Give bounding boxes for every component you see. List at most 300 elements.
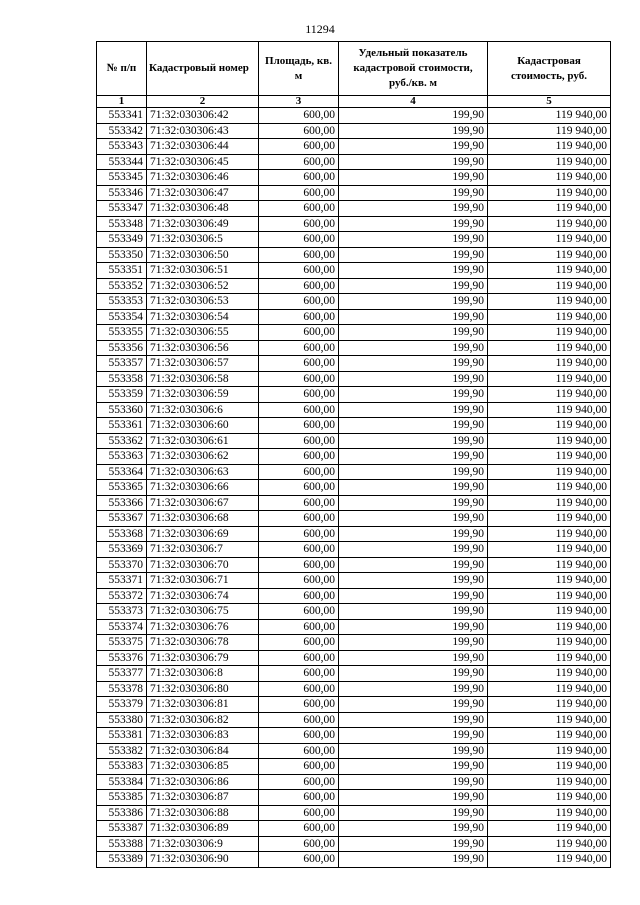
specific-value-cell: 199,90 (339, 278, 488, 294)
specific-value-cell: 199,90 (339, 108, 488, 124)
row-number-cell: 553361 (97, 418, 147, 434)
cadastral-number-cell: 71:32:030306:61 (147, 433, 259, 449)
cadastral-value-cell: 119 940,00 (488, 511, 611, 527)
area-cell: 600,00 (259, 480, 339, 496)
specific-value-cell: 199,90 (339, 340, 488, 356)
table-row (97, 480, 611, 496)
cadastral-number-cell: 71:32:030306:48 (147, 201, 259, 217)
area-cell: 600,00 (259, 216, 339, 232)
row-number-cell: 553364 (97, 464, 147, 480)
cadastral-value-table (96, 41, 611, 868)
specific-value-cell: 199,90 (339, 821, 488, 837)
cadastral-value-cell: 119 940,00 (488, 201, 611, 217)
cadastral-number-cell: 71:32:030306:45 (147, 154, 259, 170)
cadastral-number-cell: 71:32:030306:47 (147, 185, 259, 201)
specific-value-cell: 199,90 (339, 635, 488, 651)
area-cell: 600,00 (259, 139, 339, 155)
cadastral-number-cell: 71:32:030306:89 (147, 821, 259, 837)
row-number-cell: 553353 (97, 294, 147, 310)
row-number-cell: 553374 (97, 619, 147, 635)
specific-value-cell: 199,90 (339, 619, 488, 635)
row-number-cell: 553377 (97, 666, 147, 682)
area-cell: 600,00 (259, 790, 339, 806)
cadastral-number-cell: 71:32:030306:80 (147, 681, 259, 697)
area-cell: 600,00 (259, 247, 339, 263)
area-cell: 600,00 (259, 278, 339, 294)
specific-value-cell: 199,90 (339, 201, 488, 217)
cadastral-number-cell: 71:32:030306:87 (147, 790, 259, 806)
area-cell: 600,00 (259, 821, 339, 837)
area-cell: 600,00 (259, 464, 339, 480)
specific-value-cell: 199,90 (339, 681, 488, 697)
cadastral-number-cell: 71:32:030306:54 (147, 309, 259, 325)
area-cell: 600,00 (259, 263, 339, 279)
cadastral-number-cell: 71:32:030306:79 (147, 650, 259, 666)
row-number-cell: 553362 (97, 433, 147, 449)
cadastral-number-cell: 71:32:030306:74 (147, 588, 259, 604)
column-number: 2 (147, 96, 259, 108)
header-area: Площадь, кв. м (259, 42, 339, 96)
table-body (97, 108, 611, 868)
specific-value-cell: 199,90 (339, 170, 488, 186)
row-number-cell: 553365 (97, 480, 147, 496)
specific-value-cell: 199,90 (339, 495, 488, 511)
specific-value-cell: 199,90 (339, 185, 488, 201)
row-number-cell: 553384 (97, 774, 147, 790)
table-row (97, 433, 611, 449)
cadastral-value-cell: 119 940,00 (488, 774, 611, 790)
area-cell: 600,00 (259, 604, 339, 620)
cadastral-number-cell: 71:32:030306:52 (147, 278, 259, 294)
area-cell: 600,00 (259, 154, 339, 170)
row-number-cell: 553342 (97, 123, 147, 139)
table-row (97, 697, 611, 713)
row-number-cell: 553346 (97, 185, 147, 201)
cadastral-number-cell: 71:32:030306:44 (147, 139, 259, 155)
row-number-cell: 553380 (97, 712, 147, 728)
table-row (97, 635, 611, 651)
cadastral-number-cell: 71:32:030306:59 (147, 387, 259, 403)
row-number-cell: 553375 (97, 635, 147, 651)
table-row (97, 123, 611, 139)
cadastral-value-cell: 119 940,00 (488, 712, 611, 728)
cadastral-number-cell: 71:32:030306:8 (147, 666, 259, 682)
table-row (97, 449, 611, 465)
specific-value-cell: 199,90 (339, 263, 488, 279)
specific-value-cell: 199,90 (339, 790, 488, 806)
specific-value-cell: 199,90 (339, 402, 488, 418)
row-number-cell: 553352 (97, 278, 147, 294)
area-cell: 600,00 (259, 681, 339, 697)
table-row (97, 573, 611, 589)
table-row (97, 139, 611, 155)
cadastral-number-cell: 71:32:030306:55 (147, 325, 259, 341)
specific-value-cell: 199,90 (339, 697, 488, 713)
table-row (97, 588, 611, 604)
table-row (97, 263, 611, 279)
cadastral-number-cell: 71:32:030306:60 (147, 418, 259, 434)
row-number-cell: 553372 (97, 588, 147, 604)
table-row (97, 526, 611, 542)
cadastral-value-cell: 119 940,00 (488, 433, 611, 449)
area-cell: 600,00 (259, 356, 339, 372)
cadastral-number-cell: 71:32:030306:6 (147, 402, 259, 418)
cadastral-value-cell: 119 940,00 (488, 557, 611, 573)
row-number-cell: 553351 (97, 263, 147, 279)
specific-value-cell: 199,90 (339, 511, 488, 527)
specific-value-cell: 199,90 (339, 604, 488, 620)
cadastral-number-cell: 71:32:030306:84 (147, 743, 259, 759)
cadastral-value-cell: 119 940,00 (488, 387, 611, 403)
row-number-cell: 553345 (97, 170, 147, 186)
specific-value-cell: 199,90 (339, 232, 488, 248)
cadastral-number-cell: 71:32:030306:43 (147, 123, 259, 139)
cadastral-number-cell: 71:32:030306:67 (147, 495, 259, 511)
cadastral-value-cell: 119 940,00 (488, 495, 611, 511)
area-cell: 600,00 (259, 557, 339, 573)
cadastral-value-cell: 119 940,00 (488, 216, 611, 232)
area-cell: 600,00 (259, 852, 339, 868)
cadastral-value-cell: 119 940,00 (488, 790, 611, 806)
cadastral-value-cell: 119 940,00 (488, 852, 611, 868)
area-cell: 600,00 (259, 232, 339, 248)
header-row-number: № п/п (97, 42, 147, 96)
specific-value-cell: 199,90 (339, 728, 488, 744)
area-cell: 600,00 (259, 402, 339, 418)
row-number-cell: 553387 (97, 821, 147, 837)
area-cell: 600,00 (259, 449, 339, 465)
specific-value-cell: 199,90 (339, 325, 488, 341)
column-number: 4 (339, 96, 488, 108)
cadastral-number-cell: 71:32:030306:7 (147, 542, 259, 558)
cadastral-value-cell: 119 940,00 (488, 309, 611, 325)
header-cadastral-number: Кадастровый номер (147, 42, 259, 96)
area-cell: 600,00 (259, 294, 339, 310)
cadastral-number-cell: 71:32:030306:63 (147, 464, 259, 480)
row-number-cell: 553388 (97, 836, 147, 852)
cadastral-number-cell: 71:32:030306:42 (147, 108, 259, 124)
cadastral-value-cell: 119 940,00 (488, 464, 611, 480)
row-number-cell: 553371 (97, 573, 147, 589)
area-cell: 600,00 (259, 433, 339, 449)
cadastral-number-cell: 71:32:030306:66 (147, 480, 259, 496)
specific-value-cell: 199,90 (339, 774, 488, 790)
table-row (97, 387, 611, 403)
specific-value-cell: 199,90 (339, 418, 488, 434)
specific-value-cell: 199,90 (339, 557, 488, 573)
header-row (97, 42, 611, 96)
area-cell: 600,00 (259, 340, 339, 356)
cadastral-value-cell: 119 940,00 (488, 340, 611, 356)
cadastral-number-cell: 71:32:030306:70 (147, 557, 259, 573)
table-row (97, 759, 611, 775)
area-cell: 600,00 (259, 511, 339, 527)
row-number-cell: 553355 (97, 325, 147, 341)
specific-value-cell: 199,90 (339, 588, 488, 604)
area-cell: 600,00 (259, 836, 339, 852)
cadastral-value-cell: 119 940,00 (488, 170, 611, 186)
row-number-cell: 553385 (97, 790, 147, 806)
table-row (97, 604, 611, 620)
row-number-cell: 553366 (97, 495, 147, 511)
cadastral-number-cell: 71:32:030306:49 (147, 216, 259, 232)
area-cell: 600,00 (259, 619, 339, 635)
table-row (97, 805, 611, 821)
specific-value-cell: 199,90 (339, 371, 488, 387)
header-cadastral-value: Кадастровая стоимость, руб. (488, 42, 611, 96)
table-row (97, 666, 611, 682)
cadastral-value-cell: 119 940,00 (488, 139, 611, 155)
cadastral-value-cell: 119 940,00 (488, 108, 611, 124)
row-number-cell: 553376 (97, 650, 147, 666)
area-cell: 600,00 (259, 697, 339, 713)
cadastral-value-cell: 119 940,00 (488, 728, 611, 744)
cadastral-value-cell: 119 940,00 (488, 247, 611, 263)
cadastral-value-cell: 119 940,00 (488, 263, 611, 279)
cadastral-number-cell: 71:32:030306:83 (147, 728, 259, 744)
area-cell: 600,00 (259, 650, 339, 666)
table-row (97, 154, 611, 170)
cadastral-value-cell: 119 940,00 (488, 449, 611, 465)
area-cell: 600,00 (259, 774, 339, 790)
area-cell: 600,00 (259, 309, 339, 325)
cadastral-number-cell: 71:32:030306:85 (147, 759, 259, 775)
specific-value-cell: 199,90 (339, 154, 488, 170)
cadastral-number-cell: 71:32:030306:56 (147, 340, 259, 356)
row-number-cell: 553350 (97, 247, 147, 263)
row-number-cell: 553363 (97, 449, 147, 465)
area-cell: 600,00 (259, 743, 339, 759)
row-number-cell: 553373 (97, 604, 147, 620)
row-number-cell: 553360 (97, 402, 147, 418)
table-row (97, 790, 611, 806)
cadastral-value-cell: 119 940,00 (488, 325, 611, 341)
row-number-cell: 553382 (97, 743, 147, 759)
column-number: 1 (97, 96, 147, 108)
column-number: 5 (488, 96, 611, 108)
cadastral-value-cell: 119 940,00 (488, 356, 611, 372)
row-number-cell: 553347 (97, 201, 147, 217)
cadastral-value-cell: 119 940,00 (488, 123, 611, 139)
cadastral-value-cell: 119 940,00 (488, 805, 611, 821)
area-cell: 600,00 (259, 542, 339, 558)
cadastral-value-cell: 119 940,00 (488, 154, 611, 170)
header-specific-value: Удельный показатель кадастровой стоимости, руб./кв. м (339, 42, 488, 96)
specific-value-cell: 199,90 (339, 464, 488, 480)
table-row (97, 108, 611, 124)
specific-value-cell: 199,90 (339, 387, 488, 403)
area-cell: 600,00 (259, 123, 339, 139)
row-number-cell: 553367 (97, 511, 147, 527)
area-cell: 600,00 (259, 371, 339, 387)
table-row (97, 232, 611, 248)
row-number-cell: 553369 (97, 542, 147, 558)
table-row (97, 418, 611, 434)
area-cell: 600,00 (259, 526, 339, 542)
cadastral-value-cell: 119 940,00 (488, 743, 611, 759)
specific-value-cell: 199,90 (339, 542, 488, 558)
specific-value-cell: 199,90 (339, 852, 488, 868)
cadastral-value-cell: 119 940,00 (488, 759, 611, 775)
cadastral-value-cell: 119 940,00 (488, 619, 611, 635)
table-row (97, 619, 611, 635)
table-row (97, 356, 611, 372)
row-number-cell: 553356 (97, 340, 147, 356)
row-number-cell: 553341 (97, 108, 147, 124)
cadastral-value-cell: 119 940,00 (488, 526, 611, 542)
area-cell: 600,00 (259, 573, 339, 589)
table-row (97, 712, 611, 728)
specific-value-cell: 199,90 (339, 712, 488, 728)
table-row (97, 681, 611, 697)
cadastral-value-cell: 119 940,00 (488, 573, 611, 589)
table-row (97, 185, 611, 201)
row-number-cell: 553383 (97, 759, 147, 775)
table-row (97, 852, 611, 868)
cadastral-number-cell: 71:32:030306:86 (147, 774, 259, 790)
cadastral-number-cell: 71:32:030306:82 (147, 712, 259, 728)
cadastral-number-cell: 71:32:030306:58 (147, 371, 259, 387)
table-row (97, 557, 611, 573)
cadastral-number-cell: 71:32:030306:68 (147, 511, 259, 527)
cadastral-number-cell: 71:32:030306:62 (147, 449, 259, 465)
row-number-cell: 553354 (97, 309, 147, 325)
specific-value-cell: 199,90 (339, 526, 488, 542)
area-cell: 600,00 (259, 108, 339, 124)
specific-value-cell: 199,90 (339, 247, 488, 263)
table-row (97, 821, 611, 837)
table-row (97, 309, 611, 325)
table-row (97, 340, 611, 356)
table-row (97, 511, 611, 527)
row-number-cell: 553343 (97, 139, 147, 155)
cadastral-value-cell: 119 940,00 (488, 294, 611, 310)
specific-value-cell: 199,90 (339, 433, 488, 449)
cadastral-value-cell: 119 940,00 (488, 185, 611, 201)
area-cell: 600,00 (259, 666, 339, 682)
cadastral-number-cell: 71:32:030306:50 (147, 247, 259, 263)
cadastral-value-cell: 119 940,00 (488, 278, 611, 294)
area-cell: 600,00 (259, 201, 339, 217)
area-cell: 600,00 (259, 728, 339, 744)
cadastral-value-cell: 119 940,00 (488, 650, 611, 666)
table-row (97, 728, 611, 744)
cadastral-value-cell: 119 940,00 (488, 402, 611, 418)
specific-value-cell: 199,90 (339, 805, 488, 821)
cadastral-number-cell: 71:32:030306:75 (147, 604, 259, 620)
row-number-cell: 553344 (97, 154, 147, 170)
cadastral-number-cell: 71:32:030306:53 (147, 294, 259, 310)
row-number-cell: 553359 (97, 387, 147, 403)
specific-value-cell: 199,90 (339, 573, 488, 589)
table-row (97, 650, 611, 666)
specific-value-cell: 199,90 (339, 449, 488, 465)
row-number-cell: 553368 (97, 526, 147, 542)
cadastral-number-cell: 71:32:030306:71 (147, 573, 259, 589)
specific-value-cell: 199,90 (339, 139, 488, 155)
cadastral-value-cell: 119 940,00 (488, 588, 611, 604)
table-row (97, 774, 611, 790)
column-number-row (97, 96, 611, 108)
specific-value-cell: 199,90 (339, 836, 488, 852)
area-cell: 600,00 (259, 712, 339, 728)
cadastral-number-cell: 71:32:030306:69 (147, 526, 259, 542)
column-number: 3 (259, 96, 339, 108)
area-cell: 600,00 (259, 635, 339, 651)
row-number-cell: 553381 (97, 728, 147, 744)
table-row (97, 170, 611, 186)
table-row (97, 294, 611, 310)
area-cell: 600,00 (259, 170, 339, 186)
cadastral-value-cell: 119 940,00 (488, 836, 611, 852)
cadastral-number-cell: 71:32:030306:88 (147, 805, 259, 821)
area-cell: 600,00 (259, 418, 339, 434)
table-row (97, 542, 611, 558)
cadastral-value-cell: 119 940,00 (488, 821, 611, 837)
cadastral-number-cell: 71:32:030306:5 (147, 232, 259, 248)
specific-value-cell: 199,90 (339, 743, 488, 759)
area-cell: 600,00 (259, 588, 339, 604)
table-row (97, 247, 611, 263)
specific-value-cell: 199,90 (339, 309, 488, 325)
table-row (97, 743, 611, 759)
area-cell: 600,00 (259, 495, 339, 511)
specific-value-cell: 199,90 (339, 759, 488, 775)
row-number-cell: 553389 (97, 852, 147, 868)
specific-value-cell: 199,90 (339, 216, 488, 232)
area-cell: 600,00 (259, 759, 339, 775)
cadastral-value-cell: 119 940,00 (488, 232, 611, 248)
cadastral-number-cell: 71:32:030306:78 (147, 635, 259, 651)
specific-value-cell: 199,90 (339, 650, 488, 666)
cadastral-value-cell: 119 940,00 (488, 666, 611, 682)
table-row (97, 201, 611, 217)
cadastral-number-cell: 71:32:030306:51 (147, 263, 259, 279)
cadastral-number-cell: 71:32:030306:81 (147, 697, 259, 713)
cadastral-value-cell: 119 940,00 (488, 418, 611, 434)
cadastral-number-cell: 71:32:030306:46 (147, 170, 259, 186)
area-cell: 600,00 (259, 325, 339, 341)
area-cell: 600,00 (259, 805, 339, 821)
table-row (97, 371, 611, 387)
table-row (97, 216, 611, 232)
specific-value-cell: 199,90 (339, 356, 488, 372)
area-cell: 600,00 (259, 185, 339, 201)
page-number: 11294 (305, 22, 335, 36)
row-number-cell: 553349 (97, 232, 147, 248)
specific-value-cell: 199,90 (339, 480, 488, 496)
specific-value-cell: 199,90 (339, 123, 488, 139)
row-number-cell: 553386 (97, 805, 147, 821)
row-number-cell: 553379 (97, 697, 147, 713)
row-number-cell: 553348 (97, 216, 147, 232)
table-row (97, 278, 611, 294)
specific-value-cell: 199,90 (339, 294, 488, 310)
specific-value-cell: 199,90 (339, 666, 488, 682)
area-cell: 600,00 (259, 387, 339, 403)
cadastral-value-cell: 119 940,00 (488, 697, 611, 713)
cadastral-value-cell: 119 940,00 (488, 681, 611, 697)
cadastral-number-cell: 71:32:030306:9 (147, 836, 259, 852)
row-number-cell: 553370 (97, 557, 147, 573)
row-number-cell: 553358 (97, 371, 147, 387)
cadastral-value-cell: 119 940,00 (488, 371, 611, 387)
row-number-cell: 553378 (97, 681, 147, 697)
cadastral-number-cell: 71:32:030306:57 (147, 356, 259, 372)
table-row (97, 495, 611, 511)
table-row (97, 402, 611, 418)
cadastral-number-cell: 71:32:030306:76 (147, 619, 259, 635)
